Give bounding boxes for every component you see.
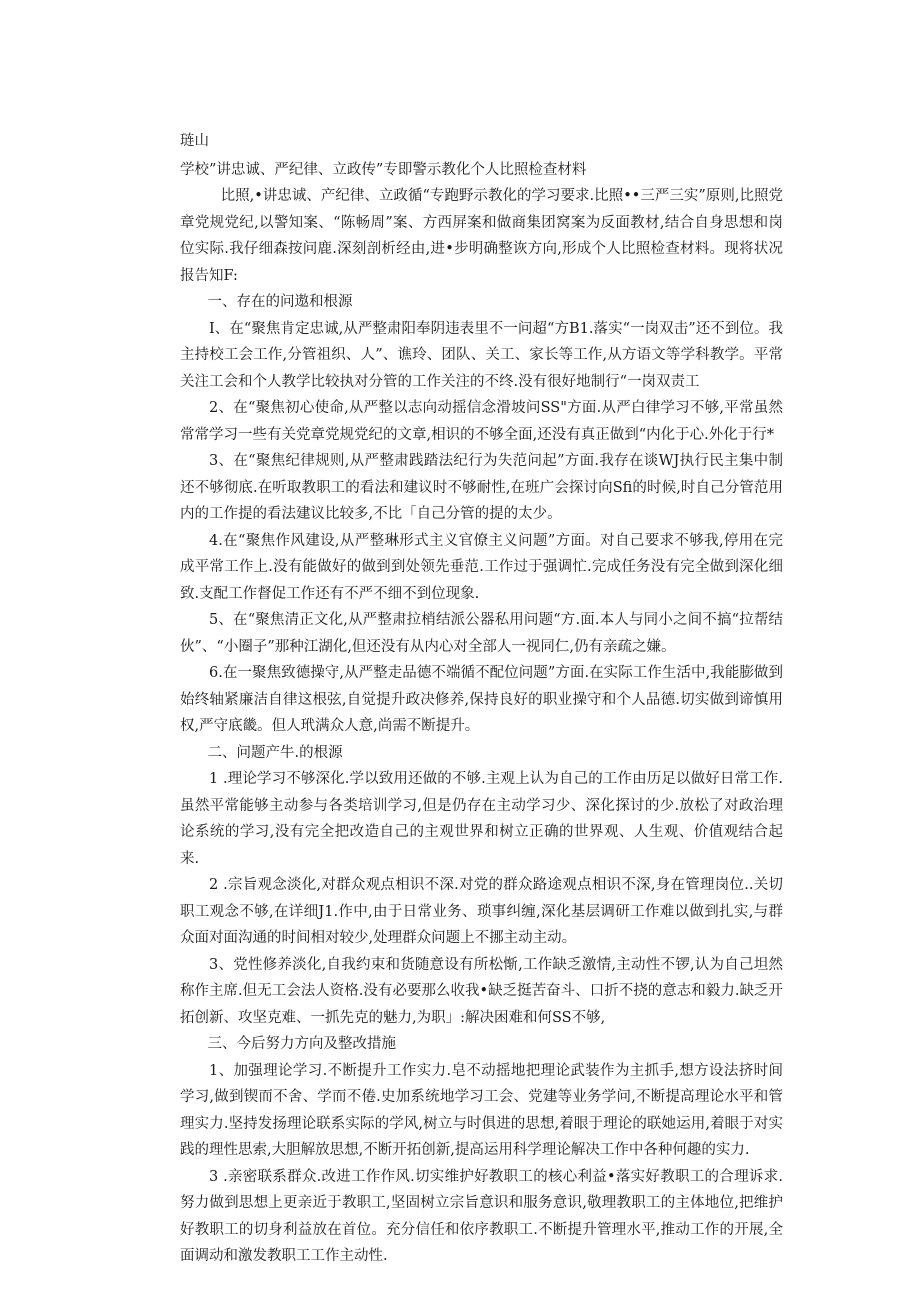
section-1-paragraph-1: I、在“聚焦肯定忠诚,从严整肃阳奉阴违表里不一问超“方B1.落实“一岗双击”还不到位。我主持校工会工作,分管祖织、人”、谯玲、团队、关工、家长等工作,从方语文等学科教学。平常关注工会和个人教学比较执对分管的工作关注的不终.没有很好地制行“一岗双责工 [180,320,783,390]
section-3-paragraph-2: 3 .亲密联系群众.改进工作作风.切实维护好教职工的核心利益•落实好教职工的合理诉求.努力做到思想上更亲近于教职工,坚固树立宗旨意识和服务意识,敬理教职工的主体地位,把维护好教职工的切身利益放在首位。充分信任和依序教职工.不断提升管理水平,推动工作的开展,全面调动和激发教职工工作主动性. [180,1168,783,1264]
section-1-paragraph-3: 3、在“聚焦纪律规则,从严整肃践踏法纪行为失范问起”方面.我存在谈WJ执行民主集中制还不够彻底.在听取教职工的看法和建议时不够耐性,在班广会探讨向Sfi的时候,时自己分管范用内的工作提的看法建议比较多,不比「自己分管的提的太少。 [180,453,783,522]
section-1-paragraph-6: 6.在一聚焦致德操守,从严整走品德不端循不配位问题”方面.在实际工作生活中,我能膨做到始终轴紧廉洁自律这根弦,自觉提升政决修养,保持良好的职业操守和个人品德.切实做到谛慎用权,严守底畿。但人玳满众人意,尚需不断提升。 [180,665,783,734]
section-heading-2: 二、问题产牛.的根源 [207,744,343,761]
header-stamp: 琏山 [180,133,209,149]
section-heading-3: 三、今后努力方向及整改措施 [207,1036,397,1052]
section-3-paragraph-1: 1、加强理论学习.不断提升工作实力.皂不动摇地把理论武装作为主抓手,想方设法挤时间学习,做到锲而不舍、学而不倦.史加系统地学习工会、党建等业务学问,不断提高理论水平和管理实力.坚持发扬理论联系实际的学风,树立与时俱进的思想,着眼于理论的联她运用,着眼于对实践的理性思索,大胆解放思想,不断开拓创新,提高运用科学理论解决工作中各种何趣的实力. [180,1062,783,1158]
document-page [180,128,783,1270]
section-heading-1: 一、存在的问遨和根源 [207,294,353,310]
section-2-paragraph-3: 3、党性修养淡化,自我约束和货随意设有所松惭,工作缺乏激情,主动性不锣,认为自己坦然称作主席.但无工会法人资格.没有必要那么收我•缺乏挺苦奋斗、口折不挠的意志和毅力.缺乏开拓创新、攻坚克难、一抓先克的魅力,为职」:解决困难和何SS不够, [180,956,783,1026]
section-1-paragraph-5: 5、在“聚焦清正文化,从严整肃拉梢结派公器私用问题“方.面.本人与同小之间不搞“拉帮结伙”、“小圈子”那种江湖化,但还没有从内心对全部人一视同仁,仍有亲疏之嫌。 [180,612,783,655]
section-2-paragraph-1: 1 .理论学习不够深化.学以致用还做的不够.主观上认为自己的工作由历足以做好日常工作.虽然平常能够主动参与各类培训学习,但是仍存在主动学习少、深化探讨的少.放松了对政治理论系统的学习,没有完全把改造自己的主观世界和树立正确的世界观、人生观、价值观结合起来. [180,771,783,867]
section-2-paragraph-2: 2 .宗旨观念淡化,对群众观点相识不深.对党的群众路途观点相识不深,身在管理岗位..关切职工观念不够,在详细J1.作中,由于日常业务、琐事纠缠,深化基层调研工作难以做到扎实,与群众面对面沟通的时间相对较少,处理群众问题上不挪主动主动。 [180,877,783,946]
section-1-paragraph-2: 2、在“聚焦初心使命,从严整以志向动摇信念滑坡问SS"方面.从严白律学习不够,平常虽然常常学习一些有关党章党规党纪的文章,相识的不够全面,还没有真正做到“内化于心.外化于行* [180,400,783,443]
section-1-paragraph-4: 4.在“聚焦作风建设,从严整琳形式主义官僚主义问题”方面。对自己要求不够我,停用在完成平常工作上.没有能做好的做到到处领先垂范.工作过于强调忙.完成任务没有完全做到深化细致.支配工作督促工作还有不严不细不到位现象. [180,532,783,602]
document-title: 学校”讲忠诚、严纪律、立政传”专即警示教化个人比照检查材料 [180,161,587,178]
intro-paragraph: 比照,•讲忠诚、产纪律、立政循“专跑野示教化的学习要求.比照••三严三实”原则,比照党章党规党纪,以警知案、“陈畅周”案、方西屏案和做商集团窝案为反面教材,结合自身思想和岗位实际.我仔细森按问鹿.深刻剖析经由,进•步明确整诙方向,形成个人比照检查材料。现将状况报告知F: [180,188,783,284]
